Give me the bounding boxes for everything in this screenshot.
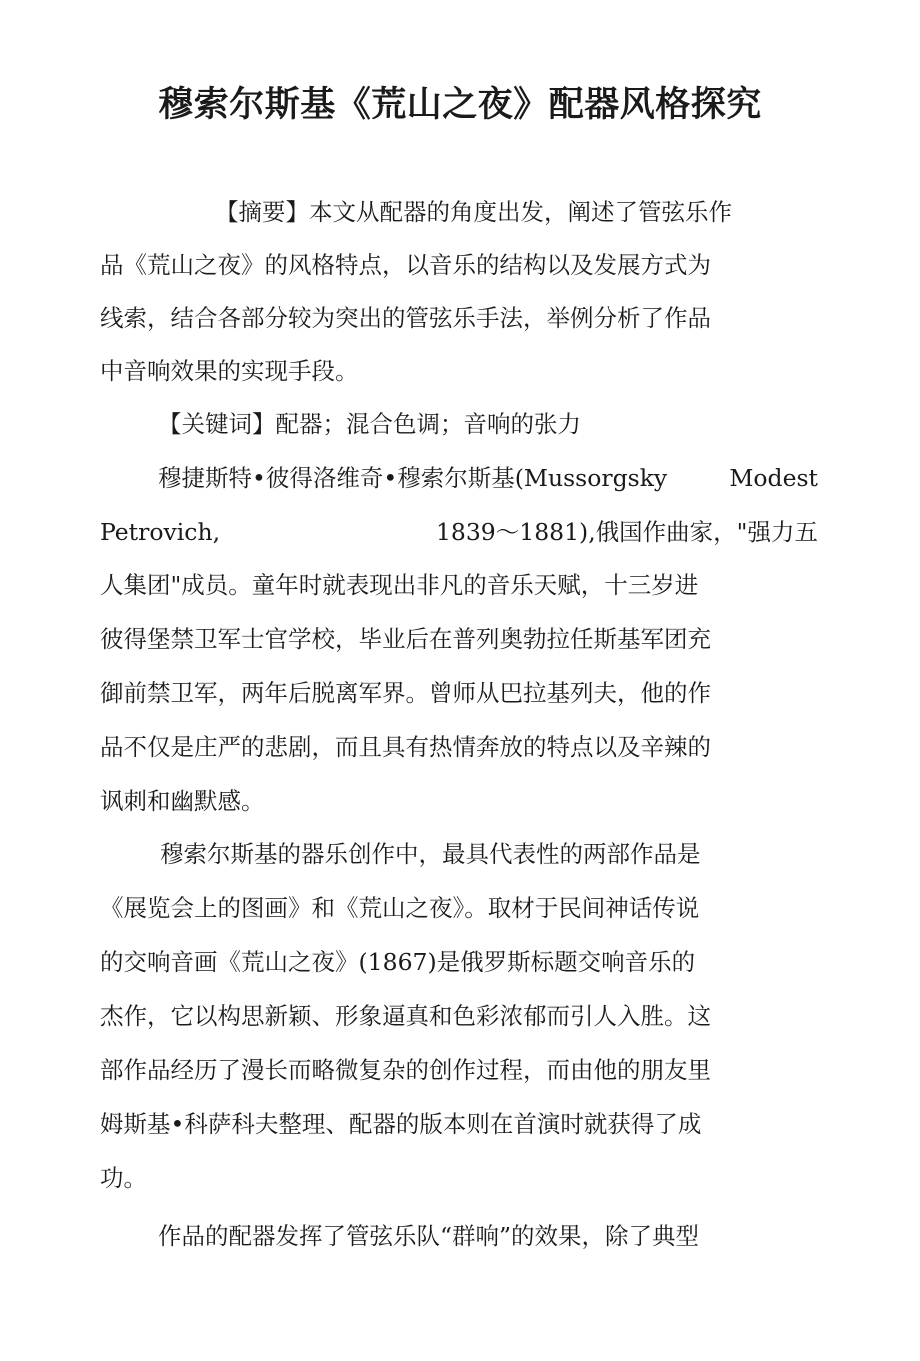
paragraph-2-line-6: 姆斯基•科萨科夫整理、配器的版本则在首演时就获得了成 [100, 1110, 702, 1138]
paragraph-1-line-2-part-2: 1839～1881),俄国作曲家，"强力五 [435, 518, 818, 546]
keywords-line: 【关键词】配器；混合色调；音响的张力 [158, 410, 581, 438]
paragraph-3-line-1: 作品的配器发挥了管弦乐队“群响”的效果，除了典型 [158, 1222, 700, 1250]
paragraph-1-line-1-part-1: 穆捷斯特•彼得洛维奇•穆索尔斯基(Mussorgsky [158, 464, 668, 492]
paragraph-1-line-1 [158, 462, 818, 494]
paragraph-1-line-1-part-2: Modest [729, 464, 818, 492]
paragraph-1-line-6: 品不仅是庄严的悲剧，而且具有热情奔放的特点以及辛辣的 [100, 733, 711, 761]
paragraph-2-line-5: 部作品经历了漫长而略微复杂的创作过程，而由他的朋友里 [100, 1056, 711, 1084]
abstract-line-3: 线索，结合各部分较为突出的管弦乐手法，举例分析了作品 [100, 304, 711, 332]
paragraph-2-line-4: 杰作，它以构思新颖、形象逼真和色彩浓郁而引人入胜。这 [100, 1002, 711, 1030]
abstract-line-4: 中音响效果的实现手段。 [100, 357, 359, 385]
paragraph-1-line-7: 讽刺和幽默感。 [100, 787, 265, 815]
paragraph-1-line-4: 彼得堡禁卫军士官学校，毕业后在普列奥勃拉任斯基军团充 [100, 625, 711, 653]
paragraph-1-line-2 [100, 516, 818, 548]
paragraph-2-line-1: 穆索尔斯基的器乐创作中，最具代表性的两部作品是 [160, 840, 701, 868]
paragraph-1-line-5: 御前禁卫军，两年后脱离军界。曾师从巴拉基列夫，他的作 [100, 679, 711, 707]
paragraph-1-line-2-part-1: Petrovich, [100, 518, 221, 546]
paragraph-2-line-2: 《展览会上的图画》和《荒山之夜》。取材于民间神话传说 [100, 894, 700, 922]
paragraph-2-line-7: 功。 [100, 1164, 147, 1192]
paragraph-2-line-3: 的交响音画《荒山之夜》(1867)是俄罗斯标题交响音乐的 [100, 948, 696, 976]
abstract-line-2: 品《荒山之夜》的风格特点，以音乐的结构以及发展方式为 [100, 251, 711, 279]
document-title: 穆索尔斯基《荒山之夜》配器风格探究 [158, 85, 762, 125]
abstract-line-1: 【摘要】本文从配器的角度出发，阐述了管弦乐作 [215, 198, 732, 226]
paragraph-1-line-3: 人集团"成员。童年时就表现出非凡的音乐天赋，十三岁进 [100, 571, 699, 599]
